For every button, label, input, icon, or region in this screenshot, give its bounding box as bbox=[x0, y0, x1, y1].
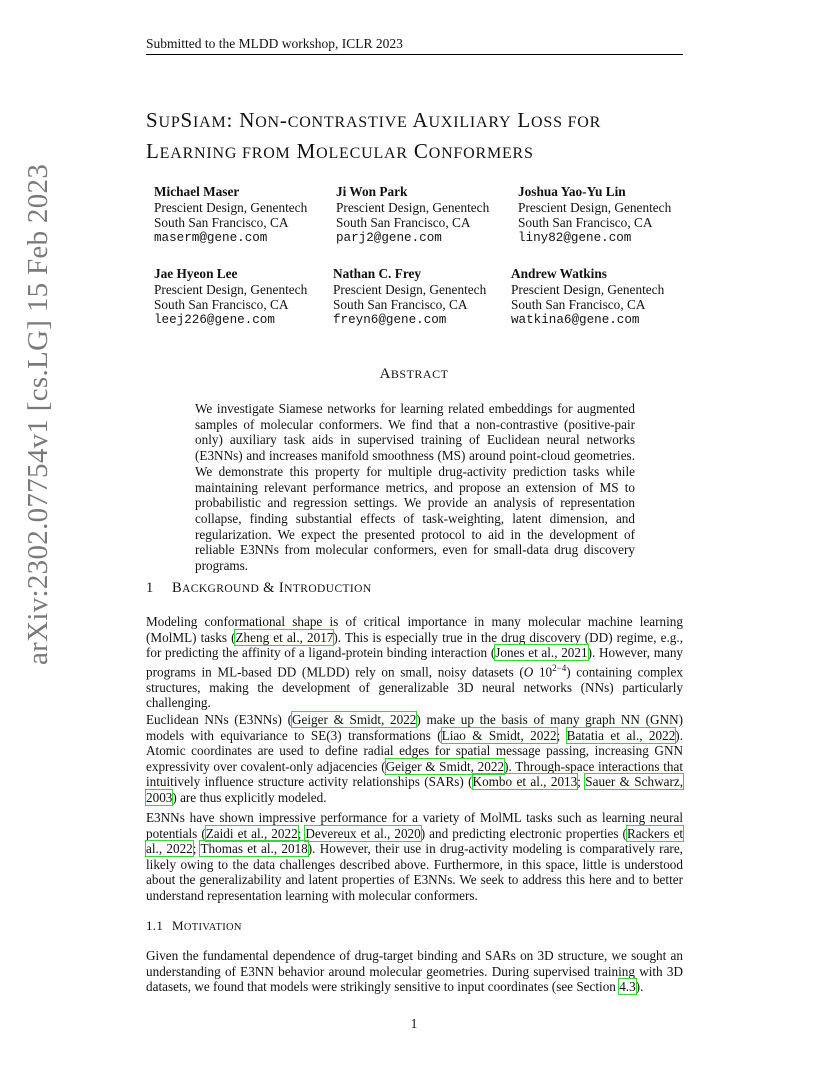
text-run: ). However, many programs in ML-based DD (MLDD) rely on small, noisy datasets ( bbox=[146, 645, 684, 680]
title-part: - bbox=[279, 108, 288, 132]
citation-link[interactable]: Geiger & Smidt, 2022 bbox=[292, 712, 417, 727]
author-email[interactable]: parj2@gene.com bbox=[336, 230, 442, 245]
text-run: Euclidean NNs (E3NNs) ( bbox=[146, 712, 292, 727]
text-run: O bbox=[523, 664, 534, 680]
author-affiliation: Prescient Design, Genentech bbox=[333, 281, 487, 297]
text-run: ) and predicting electronic properties ( bbox=[420, 825, 627, 841]
author-location: South San Francisco, CA bbox=[154, 215, 289, 230]
title-part: C bbox=[407, 139, 429, 163]
heading-part: B bbox=[172, 580, 183, 596]
title-part: : N bbox=[226, 108, 256, 132]
text-run: ; bbox=[577, 774, 586, 790]
title-part: UXILIARY bbox=[428, 114, 512, 131]
author-name: Joshua Yao-Yu Lin bbox=[518, 184, 626, 199]
paragraph bbox=[146, 712, 683, 806]
author-block bbox=[333, 266, 486, 328]
author-location: South San Francisco, CA bbox=[333, 297, 468, 312]
title-part: M bbox=[290, 139, 317, 163]
text-run: ). However, their use in drug-activity modeling is comparatively rare, likely owing to the data challenges described above. Furthermore, in this space, little is understood about the generalizability and latent properties of E3NNs. We seek to address this here and to better understand representation learning with molecular conformers. bbox=[146, 841, 683, 903]
title-line-2 bbox=[146, 137, 706, 168]
title-part: EARNING FROM bbox=[159, 145, 291, 162]
author-email[interactable]: leej226@gene.com bbox=[154, 312, 275, 327]
author-block bbox=[154, 184, 307, 246]
author-block bbox=[518, 184, 671, 246]
title-line-1 bbox=[146, 106, 706, 137]
text-run: Modeling conformational shape is of critical importance in many molecular machine learning (MolML) tasks ( bbox=[146, 614, 683, 645]
paragraph bbox=[146, 810, 683, 904]
heading-initial: M bbox=[172, 918, 184, 933]
section-heading bbox=[146, 580, 372, 597]
heading-rest: BSTRACT bbox=[390, 367, 449, 381]
text-run: ; bbox=[556, 727, 567, 743]
title-part: IAM bbox=[193, 114, 227, 131]
text-run: ; bbox=[297, 825, 306, 841]
author-email[interactable]: freyn6@gene.com bbox=[333, 312, 447, 327]
text-run: ). Through-space interactions that intuitively influence structure activity relationships (SARs) ( bbox=[146, 758, 684, 790]
subsection-number: 1.1 bbox=[146, 918, 164, 933]
abstract-heading bbox=[0, 366, 828, 383]
title-part: OLECULAR bbox=[316, 145, 408, 162]
author-affiliation: Prescient Design, Genentech bbox=[154, 199, 308, 215]
citation-link[interactable]: Devereux et al., 2020 bbox=[305, 825, 421, 841]
text-run: ; bbox=[192, 841, 201, 857]
citation-link[interactable]: Zaidi et al., 2022 bbox=[205, 825, 298, 841]
title-part: ON bbox=[255, 114, 280, 131]
page-number: 1 bbox=[410, 1016, 418, 1031]
heading-rest: OTIVATION bbox=[183, 922, 242, 933]
title-part: UP bbox=[158, 114, 181, 131]
author-name: Michael Maser bbox=[154, 184, 240, 199]
citation-link[interactable]: Liao & Smidt, 2022 bbox=[441, 727, 557, 743]
citation-link[interactable]: Jones et al., 2021 bbox=[495, 645, 588, 661]
author-location: South San Francisco, CA bbox=[518, 215, 653, 230]
author-email[interactable]: maserm@gene.com bbox=[154, 230, 268, 245]
text-run: ). Atomic coordinates are used to define radial edges for spatial message passing, increasing GNN expressivity over covalent-only adjacencies ( bbox=[146, 727, 683, 774]
paper-title bbox=[146, 106, 706, 168]
header-rule bbox=[146, 54, 683, 55]
citation-link[interactable]: Thomas et al., 2018 bbox=[200, 841, 308, 857]
author-name: Jae Hyeon Lee bbox=[154, 266, 238, 281]
paragraph bbox=[146, 614, 683, 711]
author-affiliation: Prescient Design, Genentech bbox=[336, 199, 490, 215]
author-name: Ji Won Park bbox=[336, 184, 408, 199]
citation-link[interactable]: Kombo et al., 2013 bbox=[472, 774, 578, 790]
heading-initial: A bbox=[379, 366, 391, 382]
author-location: South San Francisco, CA bbox=[511, 297, 646, 312]
title-part: L bbox=[146, 139, 160, 163]
author-location: South San Francisco, CA bbox=[154, 297, 289, 312]
citation-link[interactable]: Batatia et al., 2022 bbox=[566, 727, 676, 743]
author-name: Nathan C. Frey bbox=[333, 266, 422, 281]
author-name: Andrew Watkins bbox=[511, 266, 607, 281]
citation-link[interactable]: Geiger & Smidt, 2022 bbox=[385, 758, 505, 774]
heading-part: NTRODUCTION bbox=[284, 583, 372, 595]
citation-link[interactable]: Rackers et al., 2022 bbox=[146, 825, 683, 857]
text-run: ) make up the basis of many graph NN (GNN) models with equivariance to SE(3) transformations ( bbox=[146, 712, 683, 743]
author-email[interactable]: liny82@gene.com bbox=[518, 230, 632, 245]
text-run: ). bbox=[635, 979, 644, 995]
title-part: L bbox=[511, 108, 532, 132]
author-block bbox=[336, 184, 489, 246]
title-part: A bbox=[407, 108, 429, 132]
heading-part: ACKGROUND bbox=[182, 583, 260, 595]
text-run: 10 bbox=[533, 664, 553, 680]
author-affiliation: Prescient Design, Genentech bbox=[154, 281, 308, 297]
text-run: ). This is especially true in the drug discovery (DD) regime, e.g., for predicting the affinity of a ligand-protein binding interaction ( bbox=[146, 629, 683, 661]
author-email[interactable]: watkina6@gene.com bbox=[511, 312, 640, 327]
author-location: South San Francisco, CA bbox=[336, 215, 471, 230]
arxiv-stamp: arXiv:2302.07754v1 [cs.LG] 15 Feb 2023 bbox=[22, 163, 54, 665]
text-run: E3NNs have shown impressive performance for a variety of MolML tasks such as learning neural potentials ( bbox=[146, 810, 683, 841]
paragraph bbox=[146, 948, 683, 995]
text-run: ) are thus explicitly modeled. bbox=[172, 789, 327, 805]
author-block bbox=[154, 266, 307, 328]
citation-link[interactable]: Sauer & Schwarz, 2003 bbox=[146, 774, 684, 805]
author-block bbox=[511, 266, 664, 328]
title-part: ONFORMERS bbox=[428, 145, 534, 162]
running-header: Submitted to the MLDD workshop, ICLR 2023 bbox=[146, 36, 403, 51]
title-part: S bbox=[180, 108, 194, 132]
abstract-text: We investigate Siamese networks for learning related embeddings for augmented samples of molecular conformers. We find that a non-contrastive (positive-pair only) auxiliary task aids in supervised training of Euclidean neural networks (E3NNs) and increases manifold smoothness (MS) around point-cloud geometries. We demonstrate this property for multiple drug-activity prediction tasks while maintaining relevant performance metrics, and propose an extension of MS to probabilistic and regression settings. We provide an analysis of representation collapse, finding substantial effects of task-weighting, latent dimension, and regularization. We expect the presented protocol to aid in the development of reliable E3NNs from molecular conformers, even for small-data drug discovery programs. bbox=[195, 401, 635, 574]
heading-part: & I bbox=[259, 580, 285, 596]
citation-link[interactable]: Zheng et al., 2017 bbox=[235, 629, 334, 645]
author-affiliation: Prescient Design, Genentech bbox=[511, 281, 665, 297]
text-run: Given the fundamental dependence of drug-target binding and SARs on 3D structure, we sought an understanding of E3NN behavior around molecular geometries. During supervised training with 3D datasets, we found that models were strikingly sensitive to input coordinates (see Section bbox=[146, 948, 683, 995]
text-run: 2−4 bbox=[552, 662, 567, 673]
section-number: 1 bbox=[146, 580, 154, 596]
title-part: CONTRASTIVE bbox=[287, 114, 408, 131]
subsection-heading bbox=[146, 918, 242, 934]
citation-link[interactable]: 4.3 bbox=[619, 979, 636, 995]
title-part: OSS FOR bbox=[531, 114, 602, 131]
author-affiliation: Prescient Design, Genentech bbox=[518, 199, 672, 215]
text-run: ) containing complex structures, making the development of generalizable 3D neural networks (NNs) particularly challenging. bbox=[146, 664, 683, 711]
title-part: S bbox=[146, 108, 159, 132]
